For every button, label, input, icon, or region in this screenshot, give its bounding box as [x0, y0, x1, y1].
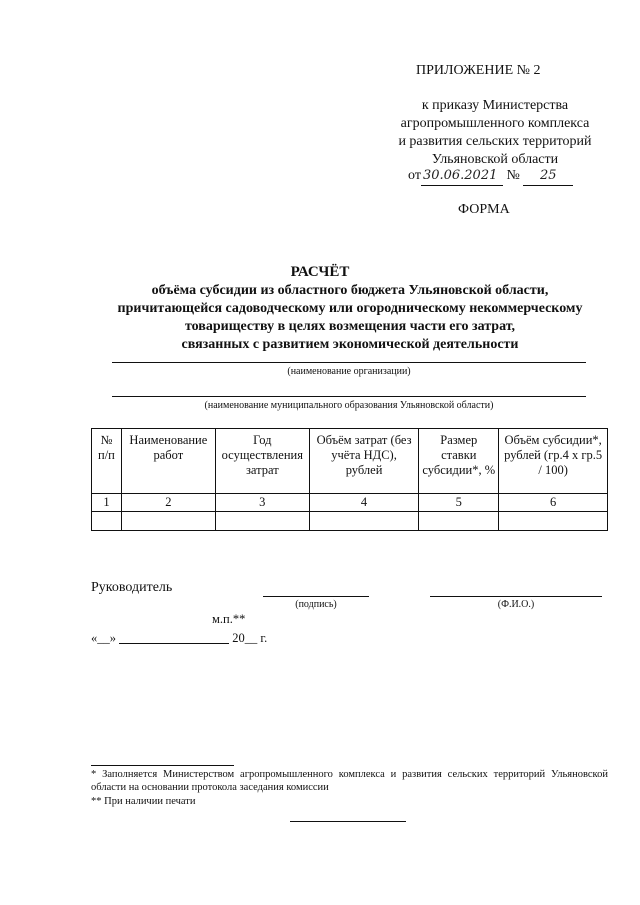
annex-line-2: агропромышленного комплекса [400, 116, 590, 131]
header-work-name: Наименование работ [121, 429, 215, 494]
footnote-2: ** При наличии печати [91, 796, 196, 807]
table-cell [215, 512, 309, 531]
table-cell [499, 512, 608, 531]
date-day: «__» [91, 631, 116, 645]
table-cell: 3 [215, 494, 309, 512]
annex-line-3: и развития сельских территорий [398, 134, 592, 149]
number-prefix: № [506, 168, 520, 183]
annex-line-1: к приказу Министерства [421, 98, 569, 113]
signatory-role: Руководитель [91, 580, 173, 595]
table-cell [309, 512, 419, 531]
footnote-1: * Заполняется Министерством агропромышленного комплекса и развития сельских территорий Ульяновской области на основании протокола заседания комиссии [91, 769, 608, 793]
table-row [92, 512, 608, 531]
annex-line-4: Ульяновской области [431, 152, 559, 167]
table-header-row [92, 429, 608, 494]
signature-line [263, 596, 369, 597]
table-cell [121, 512, 215, 531]
table-cell: 5 [419, 494, 499, 512]
table-cell [419, 512, 499, 531]
subtitle-line-4: связанных с развитием экономической деятельности [181, 337, 519, 352]
subtitle-line-3: товариществу в целях возмещения части его затрат, [184, 319, 516, 334]
annex-date-line [408, 167, 573, 186]
form-label: ФОРМА [458, 202, 510, 217]
municipality-field-line [112, 396, 586, 397]
annex-title: ПРИЛОЖЕНИЕ № 2 [416, 63, 541, 78]
table-cell: 6 [499, 494, 608, 512]
calculation-table [91, 428, 608, 531]
stamp-label: м.п.** [212, 612, 246, 626]
table-cell: 1 [92, 494, 122, 512]
document-subtitle [60, 282, 640, 354]
table-row [92, 494, 608, 512]
date-value: 30.06.2021 [421, 167, 503, 186]
table-cell [92, 512, 122, 531]
subtitle-line-2: причитающейся садоводческому или огородническому некоммерческому [117, 301, 583, 316]
municipality-caption: (наименование муниципального образования Ульяновской области) [204, 400, 494, 411]
header-subsidy: Объём субсидии*, рублей (гр.4 x гр.5 / 100) [499, 429, 608, 494]
name-caption: (Ф.И.О.) [497, 599, 535, 610]
organization-field-line [112, 362, 586, 363]
signature-date [91, 630, 267, 646]
organization-caption: (наименование организации) [287, 366, 411, 377]
document-title: РАСЧЁТ [290, 264, 350, 280]
header-year: Год осуществления затрат [215, 429, 309, 494]
table-cell: 2 [121, 494, 215, 512]
date-month-line [119, 643, 229, 644]
name-line [430, 596, 602, 597]
header-costs: Объём затрат (без учёта НДС), рублей [309, 429, 419, 494]
signature-caption: (подпись) [295, 599, 337, 610]
header-rate: Размер ставки субсидии*, % [419, 429, 499, 494]
table-cell: 4 [309, 494, 419, 512]
date-prefix: от [408, 168, 421, 183]
date-year: 20__ г. [232, 631, 268, 645]
number-value: 25 [523, 167, 573, 186]
subtitle-line-1: объёма субсидии из областного бюджета Ульяновской области, [151, 283, 549, 298]
header-number: № п/п [92, 429, 122, 494]
end-divider [290, 821, 406, 822]
footnote-separator [91, 765, 234, 766]
